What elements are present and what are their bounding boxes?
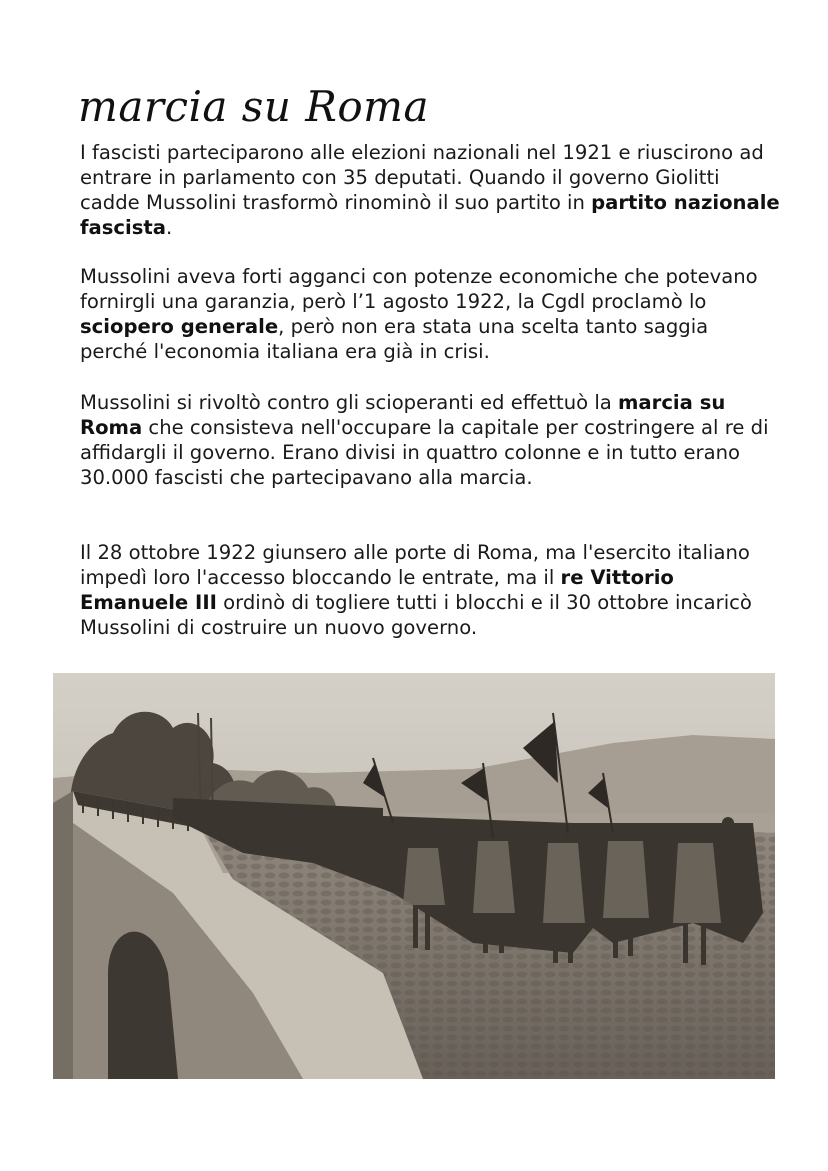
historical-photo — [53, 673, 775, 1079]
paragraph-elections — [80, 140, 780, 240]
paragraph-king — [80, 540, 780, 640]
paragraph-strike — [80, 264, 780, 364]
paragraph-text: . — [166, 216, 173, 239]
march-photo-illustration — [53, 673, 775, 1079]
paragraph-text: che consisteva nell'occupare la capitale per costringere al re di affidargli il governo. Erano divisi in quattro colonne e in tutto erano 30.000 fascisti che partecipavano alla marcia. — [80, 416, 769, 489]
paragraph-text: Il 28 ottobre 1922 giunsero alle porte di Roma, ma l'esercito italiano impedì loro l'accesso bloccando le entrate, ma il — [80, 541, 750, 589]
paragraph-text: I fascisti parteciparono alle elezioni nazionali nel 1921 e riuscirono ad entrare in parlamento con 35 deputati. Quando il governo Giolitti cadde Mussolini trasformò rinominò il suo partito in — [80, 141, 764, 214]
bold-term: partito nazionale fascista — [80, 191, 780, 239]
paragraph-text: Mussolini si rivoltò contro gli scioperanti ed effettuò la — [80, 391, 619, 414]
bold-term: sciopero generale — [80, 315, 279, 338]
bold-term: marcia su Roma — [80, 391, 726, 439]
page-title: marcia su Roma — [78, 82, 430, 131]
bold-term: re Vittorio Emanuele III — [80, 566, 674, 614]
paragraph-text: ordinò di togliere tutti i blocchi e il 30 ottobre incaricò Mussolini di costruire un nuovo governo. — [80, 591, 752, 639]
paragraph-text: , però non era stata una scelta tanto saggia perché l'economia italiana era già in crisi. — [80, 315, 709, 363]
paragraph-march — [80, 390, 780, 490]
paragraph-text: Mussolini aveva forti agganci con potenze economiche che potevano fornirgli una garanzia, però l’1 agosto 1922, la Cgdl proclamò lo — [80, 265, 758, 313]
